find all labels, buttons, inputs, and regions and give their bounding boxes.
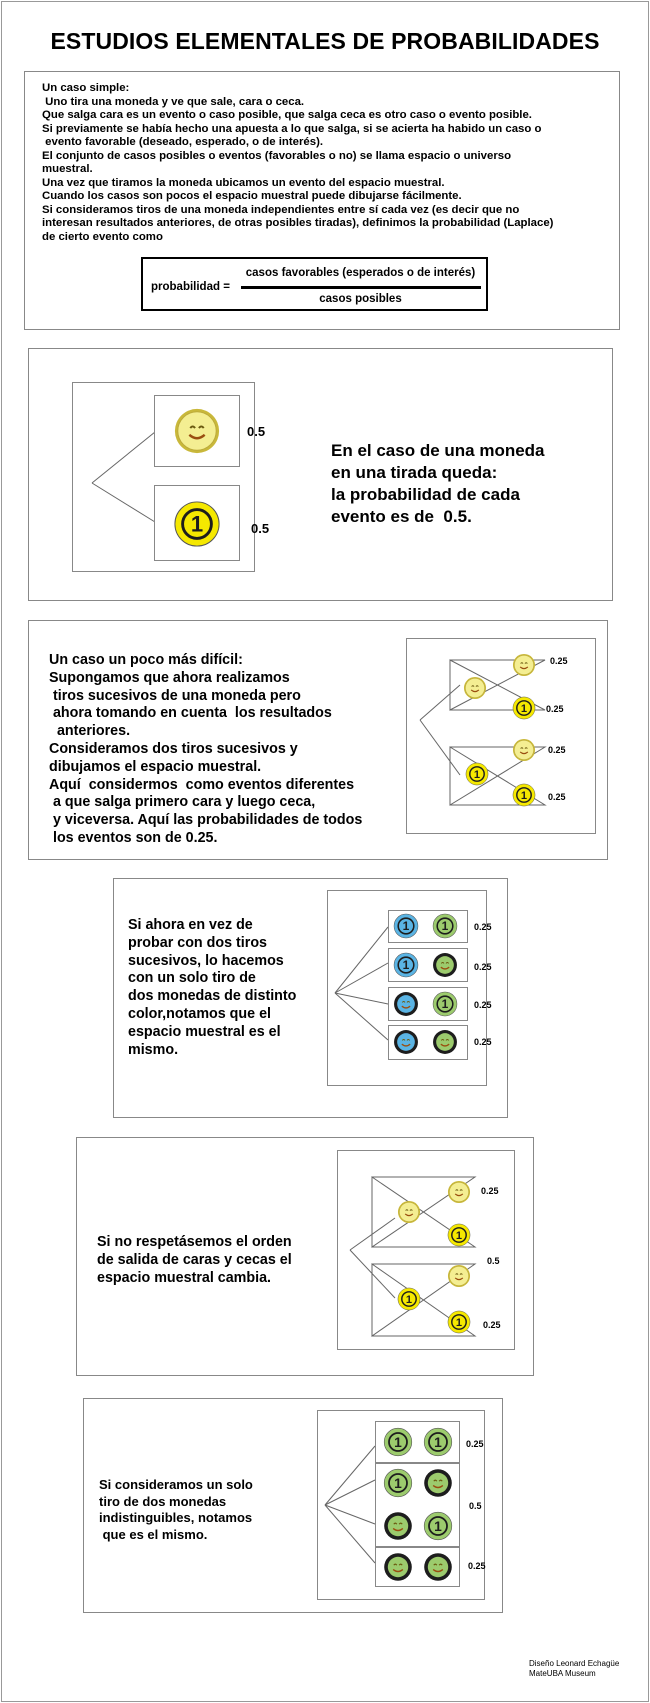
probability-label: 0.25 (468, 1561, 486, 1571)
intro-line: Que salga cara es un evento o caso posible, que salga ceca es otro caso o evento posible. (42, 109, 532, 121)
text-line: en una tirada queda: (331, 463, 498, 482)
text-line: En el caso de una moneda (331, 441, 545, 460)
probability-label: 0.5 (251, 521, 270, 536)
intro-line: Si consideramos tiros de una moneda independientes entre sí cada vez (es decir que no (42, 203, 520, 216)
text-line: los eventos son de 0.25. (49, 829, 218, 846)
text-line: ahora tomando en cuenta los resultados (49, 705, 332, 722)
intro-line: evento favorable (deseado, esperado, o de interés). (42, 136, 324, 148)
intro-line: interesan resultados anteriores, de otras posibles tiradas), definimos la probabilidad (Laplace) (42, 217, 554, 229)
text-line: que es el mismo. (99, 1526, 208, 1542)
probability-label: 0.5 (487, 1256, 500, 1266)
intro-line: de cierto evento como (42, 230, 163, 243)
credit-line: MateUBA Museum (529, 1669, 596, 1678)
text-line: mismo. (128, 1041, 179, 1058)
intro-line: muestral. (42, 163, 93, 175)
probability-label: 0.25 (548, 792, 566, 802)
page-title: ESTUDIOS ELEMENTALES DE PROBABILIDADES (50, 28, 600, 54)
intro-line: Cuando los casos son pocos el espacio muestral puede dibujarse fácilmente. (42, 190, 462, 202)
intro-line: Si previamente se había hecho una apuesta a lo que salga, si se acierta ha habido un caso o (42, 122, 542, 135)
text-line: Un caso un poco más difícil: (49, 652, 243, 668)
text-line: la probabilidad de cada (331, 485, 520, 504)
design-credit (529, 1659, 619, 1679)
green-one-coin (423, 1511, 453, 1546)
svg-text:1: 1 (441, 997, 449, 1012)
text-line: tiros sucesivos de una moneda pero (49, 687, 301, 704)
probability-label: 0.25 (474, 1000, 492, 1010)
svg-text:1: 1 (520, 702, 528, 715)
probability-label: 0.25 (466, 1439, 484, 1449)
svg-text:1: 1 (190, 511, 204, 537)
text-line: probar con dos tiros (128, 934, 268, 951)
green-face-coin (423, 1468, 453, 1503)
intro-line: Un caso simple: (42, 82, 130, 94)
text-line: dos monedas de distinto (128, 988, 297, 1005)
text-line: anteriores. (49, 723, 131, 740)
text-line: de salida de caras y cecas el (97, 1252, 292, 1268)
text-line: espacio muestral cambia. (97, 1270, 272, 1286)
text-line: Supongamos que ahora realizamos (49, 669, 290, 686)
svg-text:1: 1 (441, 919, 449, 934)
probability-label: 0.25 (550, 656, 568, 666)
svg-text:1: 1 (434, 1518, 442, 1534)
svg-text:1: 1 (405, 1293, 413, 1306)
text-line: dibujamos el espacio muestral. (49, 758, 262, 775)
svg-text:1: 1 (402, 958, 410, 973)
text-line: indistinguibles, notamos (99, 1510, 253, 1525)
text-line: Aquí considermos como eventos diferentes (49, 776, 355, 793)
text-line: Si no respetásemos el orden (97, 1234, 292, 1250)
svg-text:1: 1 (455, 1316, 463, 1329)
green-one-coin (383, 1427, 413, 1462)
probability-label: 0.25 (474, 1037, 492, 1047)
green-face-coin (383, 1511, 413, 1546)
text-line: tiro de dos monedas (99, 1493, 227, 1509)
svg-text:1: 1 (402, 919, 410, 934)
probability-label: 0.25 (474, 962, 492, 972)
formula-numerator: casos favorables (esperados o de interés) (245, 267, 476, 279)
probability-label: 0.25 (474, 922, 492, 932)
text-line: y viceversa. Aquí las probabilidades de todos (49, 812, 363, 829)
intro-line: Uno tira una moneda y ve que sale, cara o ceca. (42, 95, 305, 108)
text-line: sucesivos, lo hacemos (128, 952, 284, 969)
text-line: Consideramos dos tiros sucesivos y (49, 740, 298, 757)
svg-text:1: 1 (394, 1475, 402, 1491)
green-one-coin (423, 1427, 453, 1462)
text-line: Si consideramos un solo (99, 1477, 253, 1492)
formula-label: probabilidad = (151, 281, 230, 293)
text-line: con un solo tiro de (128, 970, 256, 987)
text-line: a que salga primero cara y luego ceca, (49, 794, 316, 811)
svg-text:1: 1 (394, 1434, 402, 1450)
svg-text:1: 1 (455, 1229, 463, 1242)
green-one-coin (383, 1468, 413, 1503)
text-line: evento es de 0.5. (331, 507, 472, 526)
probability-label: 0.25 (548, 745, 566, 755)
intro-line: Una vez que tiramos la moneda ubicamos un evento del espacio muestral. (42, 176, 445, 189)
probability-label: 0.5 (469, 1501, 482, 1511)
probability-label: 0.5 (247, 424, 266, 439)
text-line: color,notamos que el (128, 1005, 271, 1022)
credit-line: Diseño Leonard Echagüe (529, 1659, 620, 1668)
probability-label: 0.25 (481, 1186, 499, 1196)
intro-line: El conjunto de casos posibles o eventos (favorables o no) se llama espacio o universo (42, 149, 512, 162)
formula-denominator: casos posibles (319, 293, 402, 305)
svg-text:1: 1 (520, 789, 528, 802)
probability-label: 0.25 (483, 1320, 501, 1330)
svg-text:1: 1 (434, 1434, 442, 1450)
green-face-coin (423, 1552, 453, 1587)
text-line: espacio muestral es el (128, 1023, 281, 1040)
probability-label: 0.25 (546, 704, 564, 714)
svg-text:1: 1 (473, 768, 481, 781)
text-line: Si ahora en vez de (128, 917, 253, 933)
green-face-coin (383, 1552, 413, 1587)
